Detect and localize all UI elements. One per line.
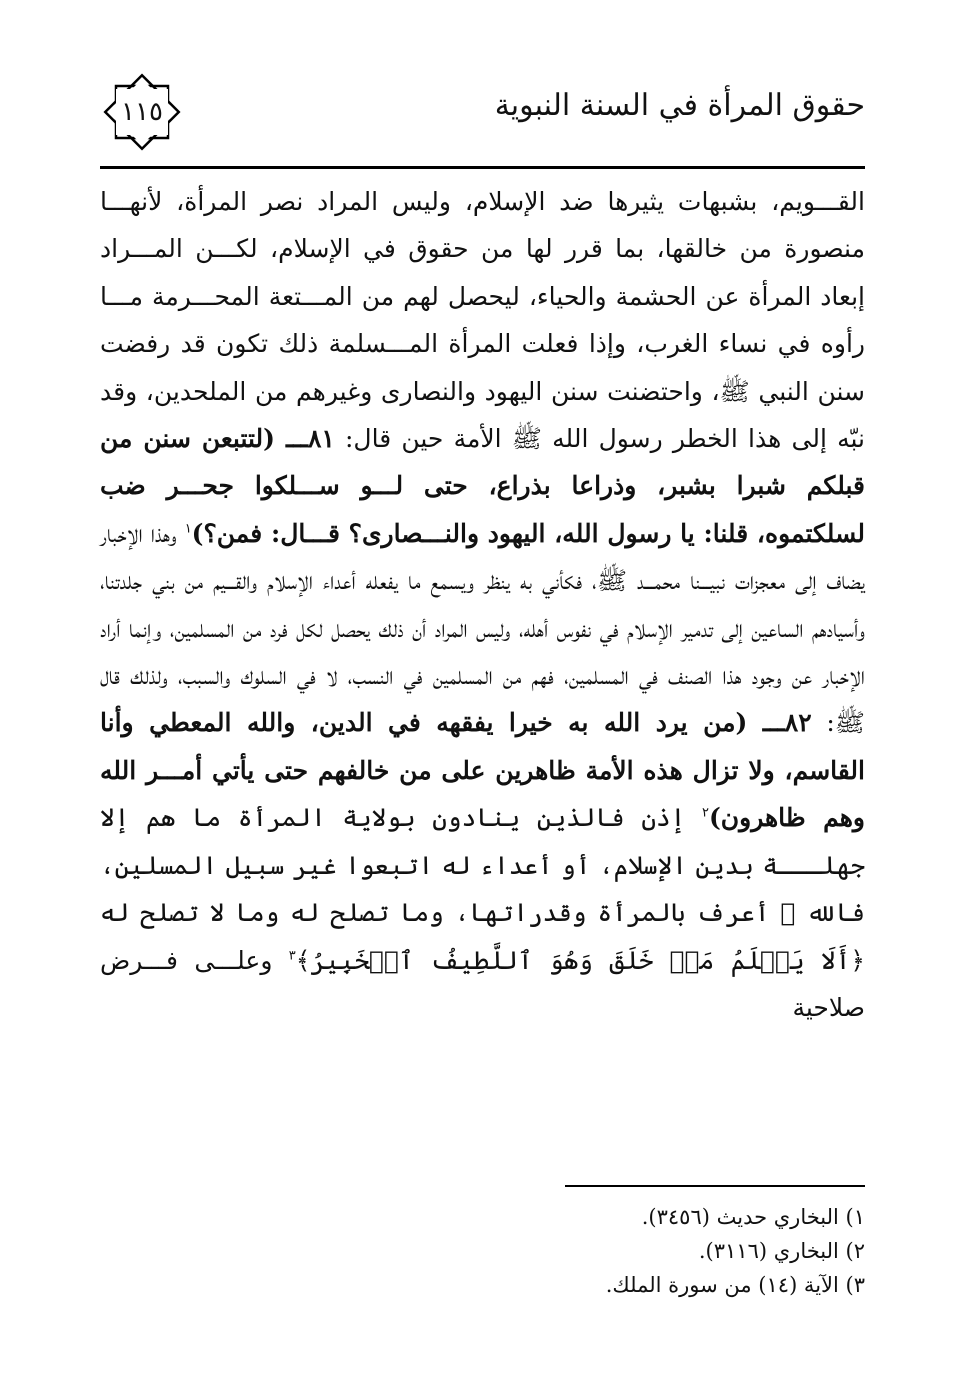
footnote-3: ٣) الآية (١٤) من سورة الملك. — [605, 1273, 865, 1297]
header-rule — [100, 166, 865, 169]
paragraph-intro: القـــويم، بشبهات يثيرها ضد الإسلام، وليس المراد نصر المرأة، لأنهـــا منصورة من خالقها، بما قرر لها من حقوق في الإسلام، لكـــن المـــراد إبعاد المرأة عن الحشمة والحياء، ليحصل لهم من المـــتعة المحـــرمة مـــا رأوه في نساء الغرب، وإذا فعلت المرأة المـــسلمة ذلك تكون قد رفضت سنن النبي ﷺ، واحتضنت سنن اليهود والنصارى وغيرهم من الملحدين، وقد نبّه إلى هذا الخطر رسول الله ﷺ الأمة حين قال: — [100, 187, 866, 454]
footnote-1: ١) البخاري حديث (٣٤٥٦). — [641, 1205, 865, 1229]
page-number: ١١٥ — [121, 97, 163, 127]
page-header — [100, 70, 865, 150]
quran-verse: ﴿أَلَا يَعۡلَمُ مَنۡ خَلَقَ وَهُوَ ٱللَّطِيفُ ٱلۡخَبِيرُ﴾ — [295, 945, 865, 975]
hadith-81: ٨١ـــ (لتتبعن سنن من قبلكم شبرا بشبر، وذراعا بذراع، حتى لـــو ســـلكوا جحـــر ضب لسلكتموه، قلنا: يا رسول الله، اليهود والنـــصارى؟ قـــال: فمن؟) — [100, 424, 865, 548]
paragraph-81-commentary: وهذا الإخبار يضاف إلى معجزات نبيـــنا محمـــد ﷺ، فكأني به ينظر ويسمع ما يفعله أعداء الإسلام والقـــيم من بني جلدتنا، وأسيادهم الساعين إلى تدمير الإسلام في نفوس أهله، وليس المراد أن ذلك يحصل لكل فرد من المسلمين، وإنما أراد الإخبار عن وجود هذا الصنف في المسلمين، فهم من المسلمين في النسب، لا في السلوك والسبب، ولذلك قال ﷺ: — [100, 518, 865, 738]
footnote-ref-3: ٣ — [288, 948, 296, 964]
hadith-82: ٨٢ـــ (من يرد الله به خيرا يفقهه في الدين، والله المعطي وأنا القاسم، ولا تزال هذه الأمة ظاهرين على من خالفهم حتى يأتي أمـــر الله وهم ظاهرون) — [100, 708, 865, 833]
running-title: حقوق المرأة في السنة النبوية — [494, 88, 865, 123]
body-text — [100, 178, 865, 1031]
footnotes — [300, 1200, 865, 1302]
paragraph-82-commentary: إذن فالذين ينادون بولاية المرأة ما هم إلا جهلـــة بدين الإسلام، أو أعداء له اتبعوا غير سبيل المسلين، فالله ﷻ أعرف بالمرأة وقدراتها، وما تصلح له وما لا تصلح له — [100, 803, 865, 928]
footnote-ref-2: ٢ — [701, 805, 709, 821]
footnote-2: ٢) البخاري (٣١١٦). — [698, 1239, 865, 1263]
footnote-ref-1: ١ — [184, 521, 192, 537]
footnote-rule — [565, 1185, 865, 1187]
page-number-badge — [100, 70, 184, 154]
paragraph-end: وعلـــى فـــرض صلاحية — [100, 945, 865, 1022]
